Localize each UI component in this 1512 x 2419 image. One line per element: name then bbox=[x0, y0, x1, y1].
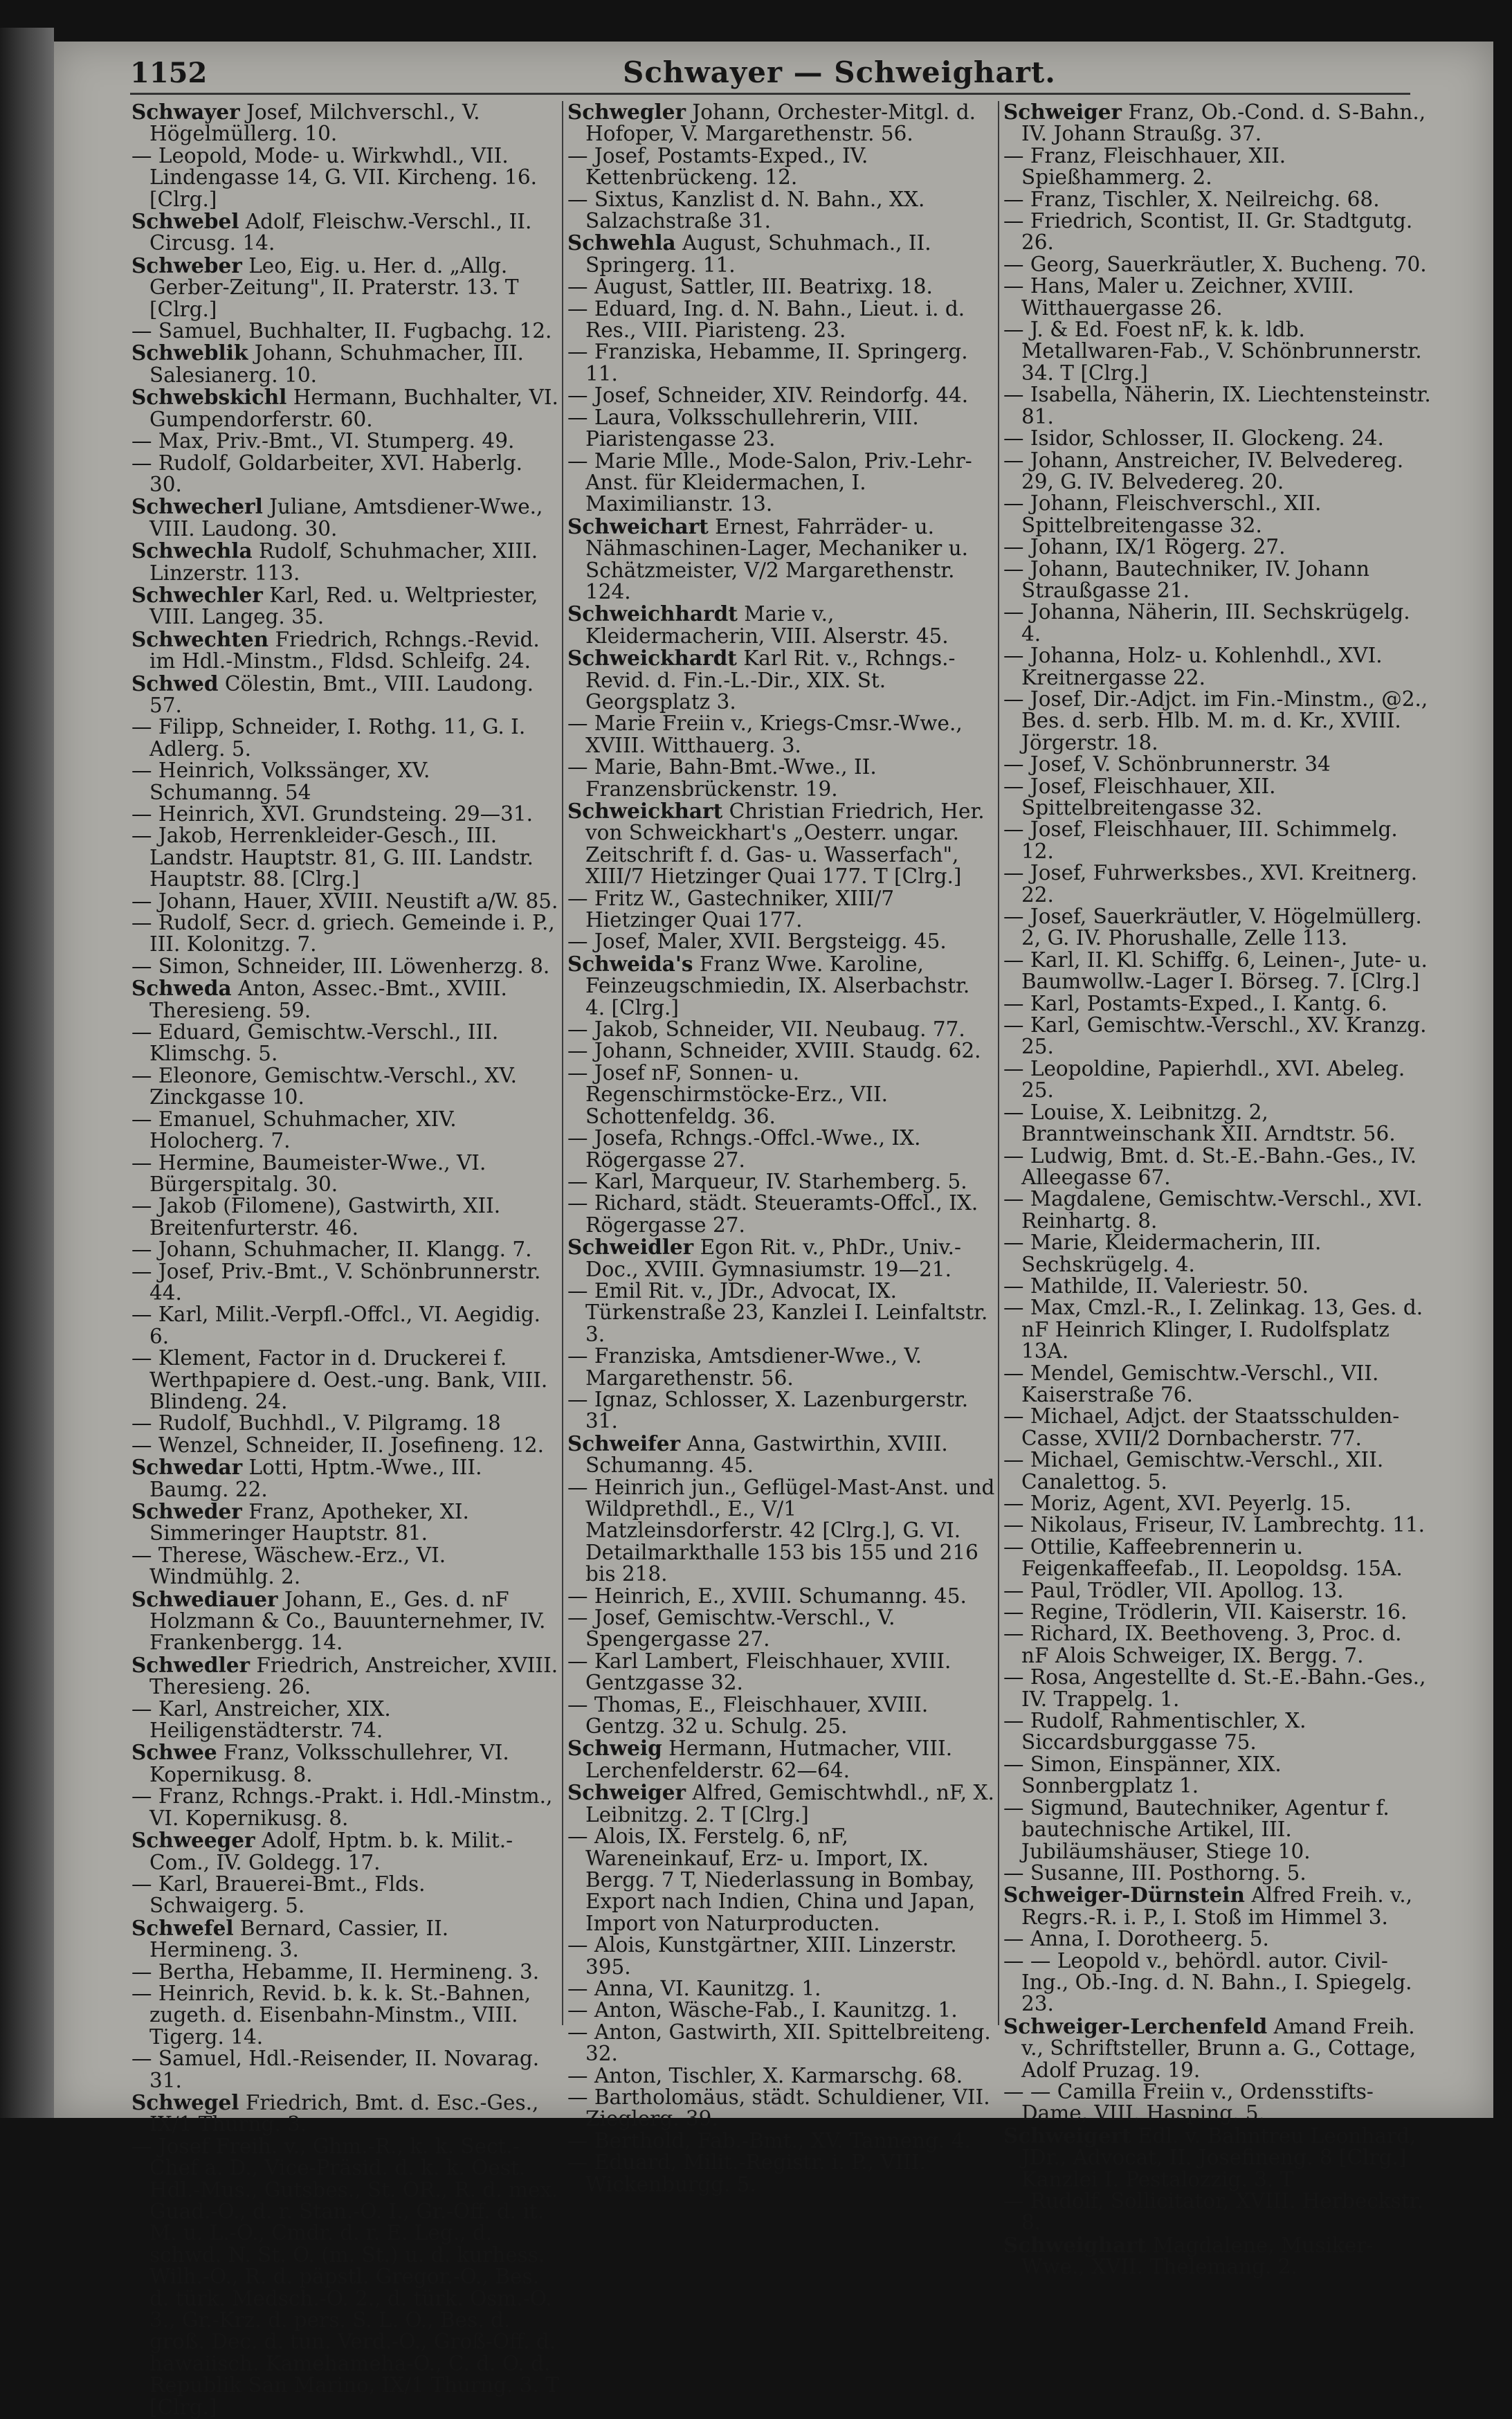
directory-entry: — Hermine, Baumeister-Wwe., VI. Bürgerspitalg. 30. bbox=[131, 1150, 486, 1196]
directory-entry: Schwed Cölestin, Bmt., VIII. Laudong. 57. bbox=[131, 671, 534, 717]
entry-surname: Schwechler bbox=[131, 582, 263, 607]
directory-entry: — Laura, Volksschullehrerin, VIII. Piaristengasse 23. bbox=[567, 405, 919, 451]
header-rule bbox=[130, 93, 1410, 95]
directory-entry: — Eleonore, Gemischtw.-Verschl., XV. Zinckgasse 10. bbox=[131, 1063, 517, 1109]
directory-entry: Schweickhart Christian Friedrich, Her. von Schweickhart's „Oesterr. ungar. Zeitschrift f. d. Gas- u. Wasserfach", XIII/7 Hietzinger Quai 177. T [Clrg.] bbox=[567, 799, 985, 889]
directory-entry: — Michael, Adjct. der Staatsschulden-Casse, XVII/2 Dornbacherstr. 77. bbox=[1003, 1404, 1400, 1450]
directory-entry: Schwee Franz, Volksschullehrer, VI. Kopernikusg. 8. bbox=[131, 1740, 509, 1786]
entry-surname: Schwediauer bbox=[131, 1586, 278, 1611]
directory-entry: Schweigert Edl. v. Bahntreu Leonhard, JDr., Advocat, II. Josefineng. 8 [Clrg.] Kanzlei I. Pestalozzig. 3. T bbox=[1003, 2123, 1417, 2191]
entry-surname: Schweiger bbox=[1003, 100, 1122, 124]
directory-entry: Schweda Anton, Assec.-Bmt., XVIII. Theresieng. 59. bbox=[131, 976, 507, 1022]
directory-entry: — Emanuel, Schuhmacher, XIV. Holocherg. 7. bbox=[131, 1107, 457, 1153]
directory-entry: — Johann, Hauer, XVIII. Neustift a/W. 85. bbox=[131, 889, 558, 913]
entry-surname: Schweeger bbox=[131, 1828, 255, 1853]
directory-entry: — Magdalene, Gemischtw.-Verschl., XVI. Reinhartg. 8. bbox=[1003, 1187, 1423, 1233]
directory-entry: — Franz, Tischler, X. Neilreichg. 68. bbox=[1003, 187, 1380, 211]
directory-entry: — Karl, Brauerei-Bmt., Flds. Schwaigerg. 5. bbox=[131, 1872, 426, 1918]
directory-entry: — Johann, IX/1 Rögerg. 27. bbox=[1003, 535, 1286, 559]
directory-entry: — Rudolf, Sollicitator, XVIII. Herbeckstr. 8. bbox=[1003, 2189, 1423, 2235]
directory-entry: — Heinrich, Revid. b. k. k. St.-Bahnen, zugeth. d. Eisenbahn-Minstm., VIII. Tigerg. 14. bbox=[131, 1981, 531, 2049]
directory-entry: — Rudolf, Secr. d. griech. Gemeinde i. P., III. Kolonitzg. 7. bbox=[131, 911, 555, 957]
directory-entry: — Hans, Maler u. Zeichner, XVIII. Witthauergasse 26. bbox=[1003, 274, 1354, 320]
entry-surname: Schweidler bbox=[567, 1235, 694, 1260]
directory-entry: Schweighart Magdalene, Musiker-Wwe., XVII. Thelemang. 2. bbox=[1003, 2232, 1374, 2279]
column-divider bbox=[998, 101, 999, 2025]
directory-entry: — Josef nF, Sonnen- u. Regenschirmstöcke-Erz., VII. Schottenfeldg. 36. bbox=[567, 1060, 889, 1128]
directory-entry: Schwechler Karl, Red. u. Weltpriester, VIII. Langeg. 35. bbox=[131, 582, 538, 629]
entry-surname: Schweig bbox=[567, 1736, 662, 1761]
directory-entry: — Samuel, Hdl.-Reisender, II. Novarag. 31. bbox=[131, 2047, 540, 2092]
directory-entry: — Klement, Factor in d. Druckerei f. Werthpapiere d. Oest.-ung. Bank, VIII. Blindeng. 24. bbox=[131, 1346, 548, 1413]
entry-surname: Schweickhart bbox=[567, 799, 723, 823]
directory-entry: — Josef, Maler, XVII. Bergsteigg. 45. bbox=[567, 930, 947, 954]
directory-column-2 bbox=[567, 100, 995, 2196]
directory-entry: — August, Sattler, III. Beatrixg. 18. bbox=[567, 275, 933, 299]
directory-entry: — Josef, Fuhrwerksbes., XVI. Kreitnerg. 22. bbox=[1003, 861, 1418, 907]
directory-entry: — Karl, II. Kl. Schiffg. 6, Leinen-, Jute- u. Baumwollw.-Lager I. Börseg. 7. [Clrg.] bbox=[1003, 948, 1428, 994]
directory-entry: — Wenzel, Schneider, II. Josefineng. 12. bbox=[131, 1433, 544, 1457]
entry-surname: Schwedar bbox=[131, 1455, 243, 1480]
directory-entry: — Michael, Gemischtw.-Verschl., XII. Canalettog. 5. bbox=[1003, 1448, 1384, 1494]
directory-entry: Schweida's Franz Wwe. Karoline, Feinzeugschmiedin, IX. Alserbachstr. 4. [Clrg.] bbox=[567, 951, 970, 1020]
directory-entry: — Simon, Schneider, III. Löwenherzg. 8. bbox=[131, 954, 550, 978]
directory-entry: Schwegler Johann, Orchester-Mitgl. d. Hofoper, V. Margarethenstr. 56. bbox=[567, 100, 976, 146]
directory-entry: Schweifer Anna, Gastwirthin, XVIII. Schumanng. 45. bbox=[567, 1431, 948, 1478]
directory-entry: Schweiger Alfred, Gemischtwhdl., nF, X. Leibnitzg. 2. T [Clrg.] bbox=[567, 1780, 994, 1827]
directory-entry: Schwayer Josef, Milchverschl., V. Högelmüllerg. 10. bbox=[131, 100, 480, 146]
directory-entry: — Johann, Anstreicher, IV. Belvedereg. 29, G. IV. Belvedereg. 20. bbox=[1003, 448, 1404, 493]
directory-entry: — Richard, städt. Steueramts-Offcl., IX. Rögergasse 27. bbox=[567, 1191, 978, 1237]
directory-entry: — Johann, Schuhmacher, II. Klangg. 7. bbox=[131, 1238, 532, 1262]
entry-surname: Schwebskichl bbox=[131, 385, 287, 410]
directory-entry: — Franziska, Hebamme, II. Springerg. 11. bbox=[567, 340, 968, 386]
directory-entry: — Franz, Rchngs.-Prakt. i. Hdl.-Minstm., VI. Kopernikusg. 8. bbox=[131, 1784, 553, 1830]
entry-surname: Schweiger bbox=[567, 1780, 686, 1805]
directory-entry: — Josef, Sauerkräutler, V. Högelmüllerg. 2, G. IV. Phorushalle, Zelle 113. bbox=[1003, 905, 1422, 950]
directory-entry: — Moriz, Agent, XVI. Peyerlg. 15. bbox=[1003, 1492, 1351, 1515]
directory-entry: — Fritz W., Gastechniker, XIII/7 Hietzinger Quai 177. bbox=[567, 886, 895, 932]
entry-surname: Schweigert bbox=[1003, 2123, 1131, 2148]
directory-entry: — — Leopold v., behördl. autor. Civil-Ing., Ob.-Ing. d. N. Bahn., I. Spiegelg. 23. bbox=[1003, 1948, 1412, 2016]
entry-surname: Schweichart bbox=[567, 514, 709, 538]
entry-surname: Schwegel bbox=[131, 2090, 239, 2114]
directory-entry: Schwedar Lotti, Hptm.-Wwe., III. Baumg. 22. bbox=[131, 1455, 482, 1501]
directory-entry: — Louise, X. Leibnitzg. 2, Branntweinschank XII. Arndtstr. 56. bbox=[1003, 1100, 1396, 1146]
directory-entry: — Rudolf, Goldarbeiter, XVI. Haberlg. 30. bbox=[131, 451, 522, 496]
directory-entry: — Alois, Kunstgärtner, XIII. Linzerstr. 395. bbox=[567, 1933, 957, 1979]
directory-entry: — Karl Lambert, Fleischhauer, XVIII. Gentzgasse 32. bbox=[567, 1649, 951, 1695]
entry-surname: Schwegler bbox=[567, 100, 686, 124]
directory-entry: — Anton, Wäsche-Fab., I. Kaunitzg. 1. bbox=[567, 1998, 958, 2022]
directory-entry: — Marie Freiin v., Kriegs-Cmsr.-Wwe., XVIII. Witthauerg. 3. bbox=[567, 712, 963, 757]
directory-entry: Schweiger-Dürnstein Alfred Freih. v., Regrs.-R. i. P., I. Stoß im Himmel 3. bbox=[1003, 1883, 1412, 1929]
directory-entry: — Josef, Postamts-Exped., IV. Kettenbrückeng. 12. bbox=[567, 143, 868, 190]
directory-entry: — Leopoldine, Papierhdl., XVI. Abeleg. 25. bbox=[1003, 1056, 1405, 1103]
directory-entry: — Sixtus, Kanzlist d. N. Bahn., XX. Salzachstraße 31. bbox=[567, 187, 925, 233]
directory-entry: — Paul, Trödler, VII. Apollog. 13. bbox=[1003, 1578, 1344, 1602]
directory-entry: — Simon, Einspänner, XIX. Sonnbergplatz 1. bbox=[1003, 1752, 1282, 1798]
directory-entry: — Josef, Gemischtw.-Verschl., V. Spengergasse 27. bbox=[567, 1606, 895, 1651]
entry-surname: Schwecherl bbox=[131, 494, 263, 519]
directory-entry: Schweblik Johann, Schuhmacher, III. Salesianerg. 10. bbox=[131, 341, 524, 387]
directory-entry: Schweig Hermann, Hutmacher, VIII. Lerchenfelderstr. 62—64. bbox=[567, 1736, 953, 1782]
directory-entry: — Josef, Fleischhauer, III. Schimmelg. 12. bbox=[1003, 817, 1398, 863]
directory-entry: — Alois, IX. Ferstelg. 6, nF, Wareneinkauf, Erz- u. Import, IX. Bergg. 7 T, Niederlassung in Bombay, Export nach Indien, China und Japan, Import von Naturproducten. bbox=[567, 1824, 976, 1935]
directory-entry: — Eduard, Milit.-Registr. i. P., VIII. Wickenburgg. 5. bbox=[567, 2150, 926, 2196]
directory-entry: — Franziska, Amtsdiener-Wwe., V. Margarethenstr. 56. bbox=[567, 1344, 922, 1390]
directory-entry: — Anton, Gastwirth, XII. Spittelbreiteng. 32. bbox=[567, 2020, 991, 2066]
entry-surname: Schweighart bbox=[1003, 2232, 1147, 2257]
directory-entry: — Karl, Anstreicher, XIX. Heiligenstädterstr. 74. bbox=[131, 1696, 391, 1743]
directory-entry: — Isabella, Näherin, IX. Liechtensteinstr. 81. bbox=[1003, 383, 1431, 428]
directory-entry: — Karl, Marqueur, IV. Starhemberg. 5. bbox=[567, 1169, 967, 1193]
directory-entry: — Max, Cmzl.-R., I. Zelinkag. 13, Ges. d. nF Heinrich Klinger, I. Rudolfsplatz 13A. bbox=[1003, 1296, 1423, 1363]
directory-entry: — Leopold, Mode- u. Wirkwhdl., VII. Lindengasse 14, G. VII. Kircheng. 16. [Clrg.] bbox=[131, 143, 537, 211]
directory-entry: — Johann, Fleischverschl., XII. Spittelbreitengasse 32. bbox=[1003, 491, 1322, 537]
entry-surname: Schweiger-Dürnstein bbox=[1003, 1883, 1245, 1908]
directory-entry: — Josef Freih. v., Ghm.-R., k. k. Sect.-Chef a. D., Vice-Präsid. d. k. k. Oest. Hdl.-Mus., Gutsbes., St. OR., R. d. mex. Guad.-O., d. r. Stan.-O. I., Gr.-Off. d. it. M. u. L.-O., Cmdr. d. r. E. Leg., d. schwd. N. St. O. (m. St.) u. d. kurhess. Wilh.-O., R. d. päpstl. Gregor.-O., Bes. d. türk. Medsch.-O. 2., d. türk. Osm.-O. 3., Gr.-Krz. d. pers. S. L. O., Bes. d. groß. Dec. d. tun. Verd.-O., Groß-Off. d. hawaiisch. Kamehameha-O., C. d. O. d. Republik San Marino, IX/1 Thurng. 3. T [Clrg.] bbox=[131, 2134, 559, 2419]
directory-entry: — Johanna, Näherin, III. Sechskrügelg. 4. bbox=[1003, 600, 1410, 646]
directory-entry: — Filipp, Schneider, I. Rothg. 11, G. I. Adlerg. 5. bbox=[131, 715, 526, 761]
directory-entry: Schweiger Franz, Ob.-Cond. d. S-Bahn., IV. Johann Straußg. 37. bbox=[1003, 100, 1426, 146]
directory-entry: Schweber Leo, Eig. u. Her. d. „Allg. Gerber-Zeitung", II. Praterstr. 13. T [Clrg.] bbox=[131, 253, 519, 321]
directory-entry: — Thomas, E., Fleischhauer, XVIII. Gentzg. 32 u. Schulg. 25. bbox=[567, 1692, 929, 1739]
directory-entry: Schweiger-Lerchenfeld Amand Freih. v., Schriftsteller, Brunn a. G., Cottage, Adolf Pruzag. 19. bbox=[1003, 2013, 1417, 2082]
directory-entry: — Johanna, Holz- u. Kohlenhdl., XVI. Kreitnergasse 22. bbox=[1003, 644, 1383, 689]
directory-entry: — Johann, Bautechniker, IV. Johann Straußgasse 21. bbox=[1003, 556, 1370, 602]
directory-entry: — Bertha, Hebamme, II. Hermineng. 3. bbox=[131, 1959, 540, 1984]
entry-surname: Schwayer bbox=[131, 100, 240, 124]
directory-entry: — Heinrich, Volkssänger, XV. Schumanng. 54 bbox=[131, 759, 430, 804]
directory-entry: — Marie, Bahn-Bmt.-Wwe., II. Franzensbrückenstr. 19. bbox=[567, 755, 877, 801]
column-divider bbox=[562, 101, 563, 2025]
directory-entry: — Heinrich jun., Geflügel-Mast-Anst. und Wildprethdl., E., V/1 Matzleinsdorferstr. 42 [Clrg.], G. VI. Detailmarkthalle 153 bis 155 und 216 bis 218. bbox=[567, 1475, 995, 1586]
directory-entry: — Josef, Priv.-Bmt., V. Schönbrunnerstr. 44. bbox=[131, 1259, 541, 1305]
directory-entry: — Heinrich, E., XVIII. Schumanng. 45. bbox=[567, 1584, 967, 1608]
directory-entry: — Johann, Schneider, XVIII. Staudg. 62. bbox=[567, 1039, 981, 1063]
directory-entry: — Anton, Tischler, X. Karmarschg. 68. bbox=[567, 2063, 963, 2087]
directory-entry: — Rosa, Angestellte d. St.-E.-Bahn.-Ges., IV. Trappelg. 1. bbox=[1003, 1665, 1426, 1711]
directory-entry: Schwecherl Juliane, Amtsdiener-Wwe., VIII. Laudong. 30. bbox=[131, 494, 543, 541]
directory-entry: — Josef, V. Schönbrunnerstr. 34 bbox=[1003, 752, 1331, 777]
directory-entry: — Jakob, Schneider, VII. Neubaug. 77. bbox=[567, 1017, 965, 1042]
directory-entry: — Mathilde, II. Valeriestr. 50. bbox=[1003, 1274, 1309, 1298]
directory-entry: — Georg, Sauerkräutler, X. Bucheng. 70. bbox=[1003, 252, 1427, 276]
directory-entry: Schwebskichl Hermann, Buchhalter, VI. Gumpendorferstr. 60. bbox=[131, 385, 558, 431]
directory-entry: — Therese, Wäschew.-Erz., VI. Windmühlg. 2. bbox=[131, 1543, 446, 1589]
directory-entry: — Anna, I. Dorotheerg. 5. bbox=[1003, 1927, 1269, 1951]
entry-surname: Schwee bbox=[131, 1740, 217, 1765]
directory-entry: — Rudolf, Buchhdl., V. Pilgramg. 18 bbox=[131, 1411, 501, 1435]
directory-entry: Schweichhardt Marie v., Kleidermacherin, VIII. Alserstr. 45. bbox=[567, 601, 949, 648]
directory-entry: — Jakob, Herrenkleider-Gesch., III. Landstr. Hauptstr. 81, G. III. Landstr. Hauptstr. 88. [Clrg.] bbox=[131, 824, 534, 891]
entry-surname: Schweifer bbox=[567, 1431, 681, 1456]
directory-entry: — Eduard, Gemischtw.-Verschl., III. Klimschg. 5. bbox=[131, 1020, 499, 1066]
directory-entry: — Ottilie, Kaffeebrennerin u. Feigenkaffeefab., II. Leopoldsg. 15A. bbox=[1003, 1534, 1403, 1581]
directory-entry: — Sigmund, Bautechniker, Agentur f. bautechnische Artikel, III. Jubiläumshäuser, Stiege 10. bbox=[1003, 1795, 1390, 1863]
directory-entry: — Berthold, Fab.-Bmt., XV. Tanneng. 4. bbox=[567, 2128, 971, 2153]
directory-column-1 bbox=[131, 100, 559, 2419]
directory-entry: — Karl, Postamts-Exped., I. Kantg. 6. bbox=[1003, 991, 1387, 1015]
directory-entry: — Isidor, Schlosser, II. Glockeng. 24. bbox=[1003, 426, 1384, 451]
book-spine-edge bbox=[0, 28, 54, 2118]
directory-entry: — Max, Priv.-Bmt., VI. Stumperg. 49. bbox=[131, 429, 515, 453]
directory-entry: Schwediauer Johann, E., Ges. d. nF Holzmann & Co., Bauunternehmer, IV. Frankenbergg. 14. bbox=[131, 1586, 546, 1655]
directory-entry: — J. & Ed. Foest nF, k. k. ldb. Metallwaren-Fab., V. Schönbrunnerstr. 34. T [Clrg.] bbox=[1003, 318, 1422, 385]
directory-entry: Schweichart Ernest, Fahrräder- u. Nähmaschinen-Lager, Mechaniker u. Schätzmeister, V/2 Margarethenstr. 124. bbox=[567, 514, 969, 604]
entry-surname: Schwedler bbox=[131, 1652, 251, 1677]
directory-entry: Schwechla Rudolf, Schuhmacher, XIII. Linzerstr. 113. bbox=[131, 538, 538, 585]
directory-entry: Schwebel Adolf, Fleischw.-Verschl., II. Circusg. 14. bbox=[131, 209, 532, 255]
directory-entry: — Jakob (Filomene), Gastwirth, XII. Breitenfurterstr. 46. bbox=[131, 1194, 501, 1240]
directory-entry: Schweeger Adolf, Hptm. b. k. Milit.-Com., IV. Goldegg. 17. bbox=[131, 1828, 513, 1874]
directory-entry: Schweder Franz, Apotheker, XI. Simmeringer Hauptstr. 81. bbox=[131, 1499, 469, 1546]
directory-entry: — Marie, Kleidermacherin, III. Sechskrügelg. 4. bbox=[1003, 1231, 1322, 1276]
directory-entry: Schwedler Friedrich, Anstreicher, XVIII. Theresieng. 26. bbox=[131, 1652, 558, 1699]
entry-surname: Schwefel bbox=[131, 1915, 234, 1940]
entry-surname: Schweder bbox=[131, 1499, 242, 1523]
directory-entry: — Samuel, Buchhalter, II. Fugbachg. 12. bbox=[131, 319, 552, 343]
directory-entry: — Karl, Milit.-Verpfl.-Offcl., VI. Aegidig. 6. bbox=[131, 1303, 541, 1348]
entry-surname: Schweida's bbox=[567, 951, 693, 976]
directory-entry: — Mendel, Gemischtw.-Verschl., VII. Kaiserstraße 76. bbox=[1003, 1361, 1379, 1406]
directory-entry: — Josefa, Rchngs.-Offcl.-Wwe., IX. Rögergasse 27. bbox=[567, 1126, 921, 1172]
directory-entry: — Ludwig, Bmt. d. St.-E.-Bahn.-Ges., IV. Alleegasse 67. bbox=[1003, 1143, 1417, 1189]
entry-surname: Schwechla bbox=[131, 538, 253, 563]
directory-entry: — Ignaz, Schlosser, X. Lazenburgerstr. 31. bbox=[567, 1387, 969, 1433]
entry-surname: Schwed bbox=[131, 671, 219, 696]
entry-surname: Schwebel bbox=[131, 209, 239, 234]
entry-surname: Schweiger-Lerchenfeld bbox=[1003, 2013, 1268, 2038]
entry-surname: Schweblik bbox=[131, 341, 248, 365]
entry-surname: Schwechten bbox=[131, 626, 269, 651]
page-number: 1152 bbox=[130, 57, 208, 89]
directory-entry: — Nikolaus, Friseur, IV. Lambrechtg. 11. bbox=[1003, 1513, 1425, 1537]
directory-entry: — Heinrich, XVI. Grundsteing. 29—31. bbox=[131, 802, 534, 826]
directory-entry: — Anna, VI. Kaunitzg. 1. bbox=[567, 1976, 821, 2000]
directory-entry: — Karl, Gemischtw.-Verschl., XV. Kranzg. 25. bbox=[1003, 1013, 1427, 1059]
directory-entry: — Friedrich, Scontist, II. Gr. Stadtgutg. 26. bbox=[1003, 209, 1413, 255]
directory-entry: — Susanne, III. Posthorng. 5. bbox=[1003, 1860, 1306, 1885]
directory-entry: — Josef, Fleischhauer, XII. Spittelbreitengasse 32. bbox=[1003, 774, 1276, 819]
directory-entry: — Josef, Dir.-Adjct. im Fin.-Minstm., @2., Bes. d. serb. Hlb. M. m. d. Kr., XVIII. Jörgerstr. 18. bbox=[1003, 687, 1428, 754]
directory-entry: — Josef, Schneider, XIV. Reindorfg. 44. bbox=[567, 383, 969, 408]
entry-surname: Schweichhardt bbox=[567, 601, 738, 626]
directory-entry: — Emil Rit. v., JDr., Advocat, IX. Türkenstraße 23, Kanzlei I. Leinfaltstr. 3. bbox=[567, 1278, 988, 1346]
entry-surname: Schweickhardt bbox=[567, 646, 737, 671]
directory-entry: — Regine, Trödlerin, VII. Kaiserstr. 16. bbox=[1003, 1600, 1408, 1624]
directory-entry: — Franz, Fleischhauer, XII. Spießhammerg. 2. bbox=[1003, 143, 1286, 190]
entry-surname: Schweda bbox=[131, 976, 232, 1001]
directory-entry: Schwechten Friedrich, Rchngs.-Revid. im Hdl.-Minstm., Fldsd. Schleifg. 24. bbox=[131, 626, 540, 673]
entry-surname: Schwehla bbox=[567, 230, 676, 255]
directory-entry: — Richard, IX. Beethoveng. 3, Proc. d. nF Alois Schweiger, IX. Bergg. 7. bbox=[1003, 1622, 1402, 1667]
directory-entry: Schwehla August, Schuhmach., II. Springerg. 11. bbox=[567, 230, 931, 277]
directory-entry: Schwefel Bernard, Cassier, II. Hermineng. 3. bbox=[131, 1915, 449, 1962]
directory-entry: — — Camilla Freiin v., Ordensstifts-Dame, VIII. Hasping. 5. bbox=[1003, 2079, 1374, 2126]
directory-entry: Schwegel Friedrich, Bmt. d. Esc.-Ges., IX/1 Thurng. 3. bbox=[131, 2090, 539, 2137]
directory-entry: — Rudolf, Rahmentischler, X. Siccardsburggasse 75. bbox=[1003, 1709, 1306, 1755]
entry-surname: Schweber bbox=[131, 253, 242, 278]
directory-entry: Schweidler Egon Rit. v., PhDr., Univ.-Doc., XVIII. Gymnasiumstr. 19—21. bbox=[567, 1235, 962, 1281]
directory-entry: — Eduard, Ing. d. N. Bahn., Lieut. i. d. Res., VIII. Piaristeng. 23. bbox=[567, 296, 965, 343]
directory-entry: — Marie Mlle., Mode-Salon, Priv.-Lehr-Anst. für Kleidermachen, I. Maximilianstr. 13. bbox=[567, 449, 972, 516]
directory-entry: — Bartholomäus, städt. Schuldiener, VII. Zieglerg. 39. bbox=[567, 2085, 990, 2131]
running-head: Schwayer — Schweighart. bbox=[623, 55, 1056, 89]
directory-column-3 bbox=[1003, 100, 1431, 2279]
directory-entry: Schweickhardt Karl Rit. v., Rchngs.-Revid. d. Fin.-L.-Dir., XIX. St. Georgsplatz 3. bbox=[567, 646, 956, 714]
